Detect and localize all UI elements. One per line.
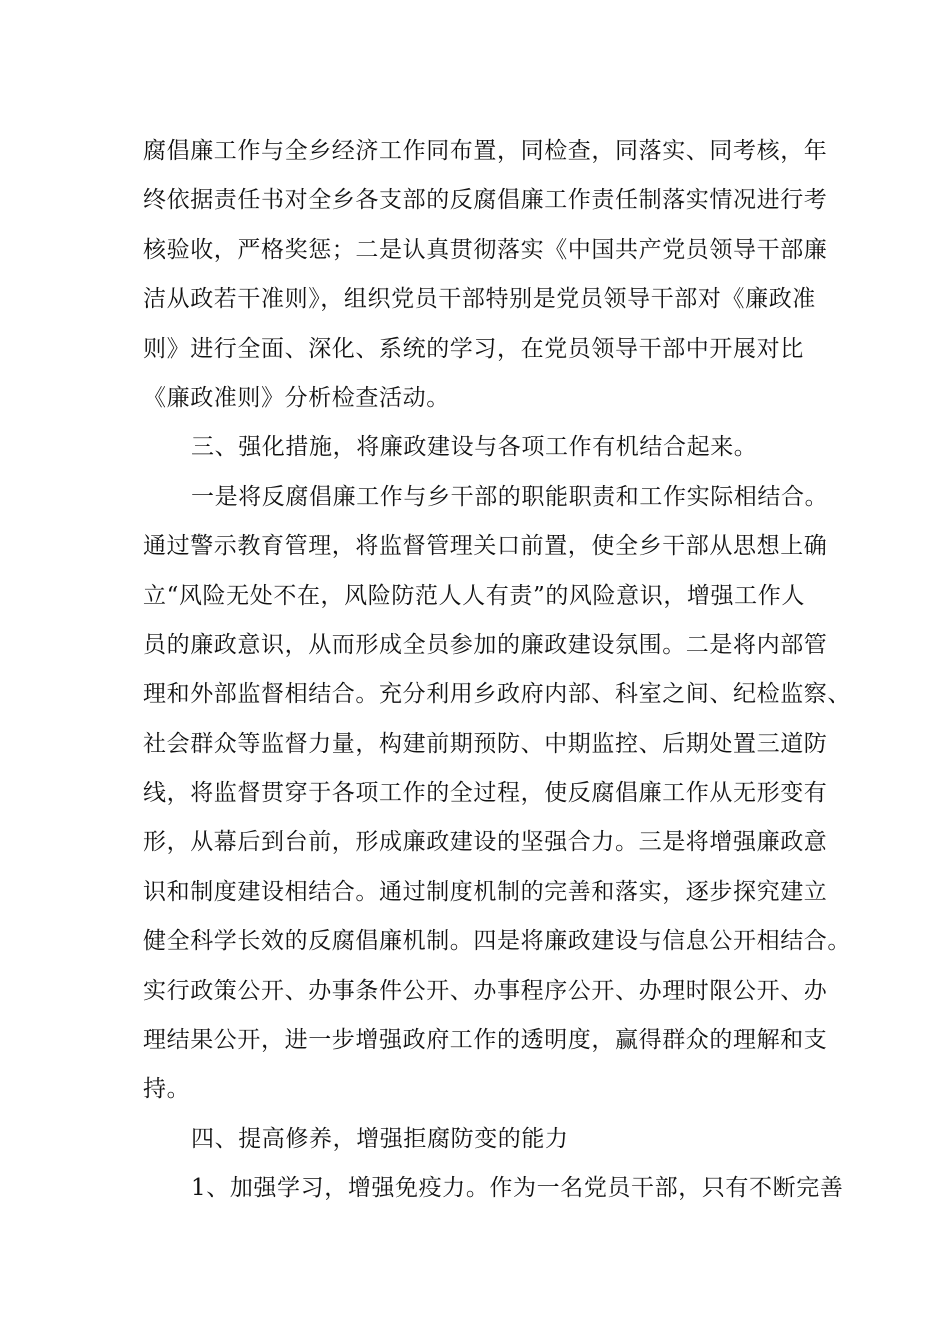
body-text-line: 通过警示教育管理，将监督管理关口前置，使全乡干部从思想上确 [143, 533, 828, 560]
body-text-line: 终依据责任书对全乡各支部的反腐倡廉工作责任制落实情况进行考 [143, 187, 828, 214]
document-body [143, 127, 851, 1214]
body-text-line: 洁从政若干准则》，组织党员干部特别是党员领导干部对《廉政准 [143, 286, 816, 313]
body-text-line: 理和外部监督相结合。充分利用乡政府内部、科室之间、纪检监察、 [143, 681, 851, 708]
body-text-line: 立“风险无处不在，风险防范人人有责”的风险意识，增强工作人 [143, 582, 805, 609]
body-text-line: 腐倡廉工作与全乡经济工作同布置，同检查，同落实、同考核，年 [143, 138, 828, 164]
body-text-line: 识和制度建设相结合。通过制度机制的完善和落实，逐步探究建立 [143, 878, 828, 905]
body-text-line: 则》进行全面、深化、系统的学习，在党员领导干部中开展对比 [143, 335, 804, 362]
body-text-line: 形，从幕后到台前，形成廉政建设的坚强合力。三是将增强廉政意 [143, 829, 828, 856]
body-text-line: 1、加强学习，增强免疫力。作为一名党员干部，只有不断完善 [191, 1175, 844, 1202]
body-text-line: 健全科学长效的反腐倡廉机制。四是将廉政建设与信息公开相结合。 [143, 928, 851, 955]
body-text-line: 持。 [143, 1076, 191, 1103]
section-heading: 三、强化措施，将廉政建设与各项工作有机结合起来。 [191, 434, 758, 461]
body-text-line: 理结果公开，进一步增强政府工作的透明度，赢得群众的理解和支 [143, 1027, 828, 1054]
section-heading: 四、提高修养，增强拒腐防变的能力 [191, 1125, 569, 1152]
body-text-line: 员的廉政意识，从而形成全员参加的廉政建设氛围。二是将内部管 [143, 631, 828, 658]
body-text-line: 《廉政准则》分析检查活动。 [143, 384, 450, 411]
body-text-line: 一是将反腐倡廉工作与乡干部的职能职责和工作实际相结合。 [191, 483, 829, 510]
body-text-line: 线，将监督贯穿于各项工作的全过程，使反腐倡廉工作从无形变有 [143, 780, 828, 807]
body-text-line: 社会群众等监督力量，构建前期预防、中期监控、后期处置三道防 [143, 730, 828, 757]
body-text-line: 实行政策公开、办事条件公开、办事程序公开、办理时限公开、办 [143, 977, 828, 1004]
body-text-line: 核验收，严格奖惩；二是认真贯彻落实《中国共产党员领导干部廉 [143, 236, 828, 263]
